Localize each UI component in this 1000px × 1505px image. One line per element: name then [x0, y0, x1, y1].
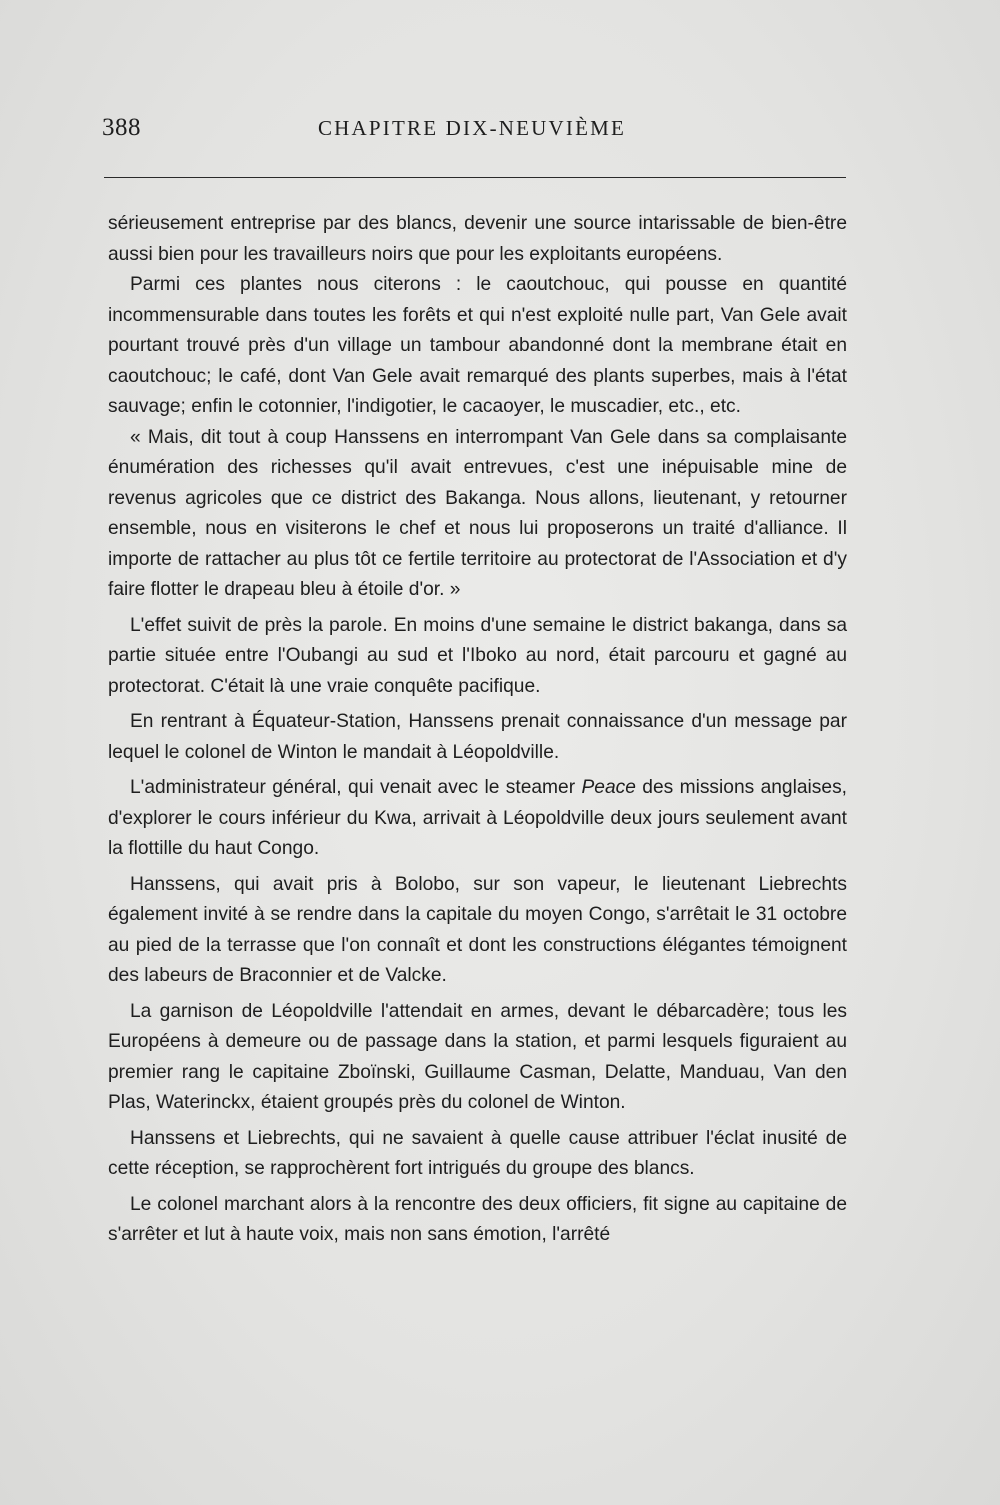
- paragraph-5: En rentrant à Équateur-Station, Hanssens prenait connaissance d'un message par lequel le colonel de Winton le mandait à Léopoldville.: [108, 711, 847, 763]
- steamer-name: Peace: [581, 777, 636, 798]
- paragraph-4: L'effet suivit de près la parole. En moins d'une semaine le district bakanga, dans sa partie située entre l'Oubangi au sud et l'Iboko au nord, était parcouru et gagné au protectorat. C'était là une vraie conquête pacifique.: [108, 614, 847, 697]
- chapter-title: CHAPITRE DIX-NEUVIÈME: [317, 116, 627, 140]
- paragraph-3: « Mais, dit tout à coup Hanssens en interrompant Van Gele dans sa complaisante énumération des richesses qu'il avait entrevues, c'est une inépuisable mine de revenus agricoles que ce district des Bakanga. Nous allons, lieutenant, y retourner ensemble, nous en visiterons le chef et nous lui proposerons un traité d'alliance. Il importe de rattacher au plus tôt ce fertile territoire au protectorat de l'Association et d'y faire flotter le drapeau bleu à étoile d'or. »: [108, 426, 847, 600]
- paragraph-6: [108, 773, 847, 865]
- running-head: [102, 114, 842, 148]
- paragraph-9: Hanssens et Liebrechts, qui ne savaient à quelle cause attribuer l'éclat inusité de cette réception, se rapprochèrent fort intrigués du groupe des blancs.: [108, 1127, 847, 1179]
- paragraph-7: Hanssens, qui avait pris à Bolobo, sur son vapeur, le lieutenant Liebrechts également invité à se rendre dans la capitale du moyen Congo, s'arrêtait le 31 octobre au pied de la terrasse que l'on connaît et dont les constructions élégantes témoignent des labeurs de Braconnier et de Valcke.: [108, 873, 847, 986]
- paragraph-6-text-after: des missions anglaises, d'explorer le cours inférieur du Kwa, arrivait à Léopoldville deux jours seulement avant la flottille du haut Congo.: [108, 777, 847, 859]
- paragraph-8: La garnison de Léopoldville l'attendait en armes, devant le débarcadère; tous les Européens à demeure ou de passage dans la station, et parmi lesquels figuraient au premier rang le capitaine Zboïnski, Guillaume Casman, Delatte, Manduau, Van den Plas, Waterinckx, étaient groupés près du colonel de Winton.: [108, 1000, 847, 1113]
- paragraph-10: Le colonel marchant alors à la rencontre des deux officiers, fit signe au capitaine de s'arrêter et lut à haute voix, mais non sans émotion, l'arrêté: [108, 1193, 847, 1245]
- body-text: [108, 209, 847, 1251]
- paragraph-2: Parmi ces plantes nous citerons : le caoutchouc, qui pousse en quantité incommensurable dans toutes les forêts et qui n'est exploité nulle part, Van Gele avait pourtant trouvé près d'un village un tambour abandonné dont la membrane était en caoutchouc; le café, dont Van Gele avait remarqué des plants superbes, mais à l'état sauvage; enfin le cotonnier, l'indigotier, le cacaoyer, le muscadier, etc., etc.: [108, 274, 847, 417]
- paragraph-6-text-before: L'administrateur général, qui venait avec le steamer: [130, 777, 582, 798]
- header-rule: [104, 177, 846, 178]
- paragraph-1: sérieusement entreprise par des blancs, devenir une source intarissable de bien-être aussi bien pour les travailleurs noirs que pour les exploitants européens.: [108, 213, 847, 265]
- page-number: 388: [102, 114, 141, 141]
